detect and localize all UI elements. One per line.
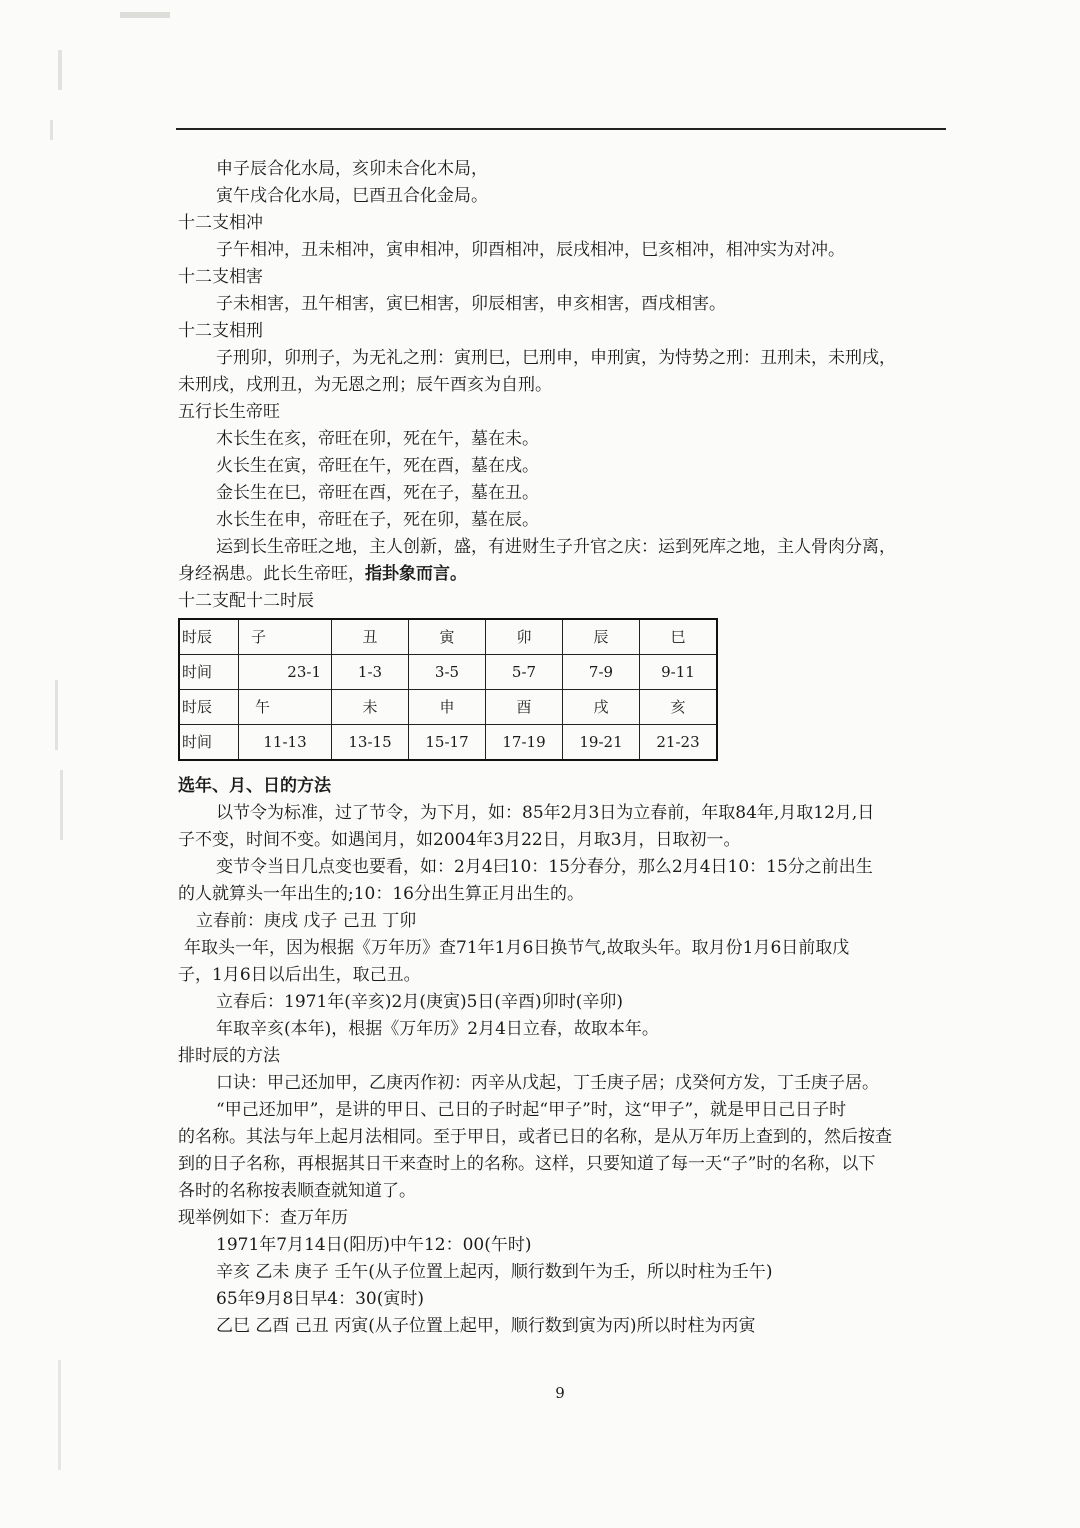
yun-text-2-bold: 指卦象而言。 <box>365 564 467 584</box>
example-2-result: 乙巳 乙酉 己丑 丙寅(从子位置上起甲，顺行数到寅为丙)所以时柱为丙寅 <box>216 1316 756 1336</box>
table-cell: 巳 <box>640 619 718 655</box>
table-row <box>179 690 717 725</box>
table-cell: 15-17 <box>409 725 486 761</box>
example-2-date: 65年9月8日早4：30(寅时) <box>216 1289 424 1309</box>
example-1-date: 1971年7月14日(阳历)中午12：00(午时) <box>216 1235 532 1255</box>
table-cell: 未 <box>332 690 409 725</box>
xing-title: 十二支相刑 <box>178 321 263 341</box>
shichen-p1-4: 各时的名称按表顺查就知道了。 <box>178 1181 416 1201</box>
header-rule <box>176 128 946 130</box>
changsheng-line-4: 水长生在申，帝旺在子，死在卯，墓在辰。 <box>216 510 539 530</box>
table-row <box>179 655 717 690</box>
method-p3-1: 年取头一年，因为根据《万年历》查71年1月6日换节气,故取头年。取月份1月6日前取戊 <box>184 938 850 958</box>
scan-smudge <box>55 680 58 750</box>
lichun-after: 立春后：1971年(辛亥)2月(庚寅)5日(辛酉)卯时(辛卯) <box>216 992 623 1012</box>
shichen-table <box>178 618 718 761</box>
method-title: 选年、月、日的方法 <box>178 776 331 796</box>
table-cell: 1-3 <box>332 655 409 690</box>
table-row-label: 时间 <box>179 655 239 690</box>
method-p1-2: 子不变，时间不变。如遇闰月，如2004年3月22日，月取3月，日取初一。 <box>178 830 741 850</box>
example-1-result: 辛亥 乙未 庚子 壬午(从子位置上起丙，顺行数到午为壬，所以时柱为壬午) <box>216 1262 773 1282</box>
method-p2-1: 变节令当日几点变也要看，如：2月4曰10：15分春分，那么2月4日10：15分之前出生 <box>216 857 873 877</box>
scan-smudge <box>120 12 170 18</box>
scan-smudge <box>58 50 62 90</box>
shichen-title: 十二支配十二时辰 <box>178 591 314 611</box>
changsheng-line-3: 金长生在巳，帝旺在酉，死在子，墓在丑。 <box>216 483 539 503</box>
table-row-label: 时间 <box>179 725 239 761</box>
hai-title: 十二支相害 <box>178 267 263 287</box>
xing-text-1: 子刑卯，卯刑子，为无礼之刑：寅刑巳，巳刑申，申刑寅，为恃势之刑：丑刑未，未刑戌， <box>216 348 896 368</box>
hai-text: 子未相害，丑午相害，寅巳相害，卯辰相害，申亥相害，酉戌相害。 <box>216 294 726 314</box>
table-cell: 申 <box>409 690 486 725</box>
table-cell: 11-13 <box>239 725 332 761</box>
table-cell: 酉 <box>486 690 563 725</box>
table-cell: 寅 <box>409 619 486 655</box>
table-cell: 17-19 <box>486 725 563 761</box>
changsheng-line-2: 火长生在寅，帝旺在午，死在酉，墓在戌。 <box>216 456 539 476</box>
yun-text-2-normal: 身经祸患。此长生帝旺， <box>178 564 365 584</box>
table-row <box>179 725 717 761</box>
changsheng-line-1: 木长生在亥，帝旺在卯，死在午，墓在未。 <box>216 429 539 449</box>
chong-title: 十二支相冲 <box>178 213 263 233</box>
table-cell: 亥 <box>640 690 718 725</box>
method-p4: 年取辛亥(本年)，根据《万年历》2月4日立春，故取本年。 <box>216 1019 659 1039</box>
method-p2-2: 的人就算头一年出生的;10：16分出生算正月出生的。 <box>178 884 584 904</box>
shichen-p1-1: “甲己还加甲”，是讲的甲日、己日的子时起“甲子”时，这“甲子”，就是甲日己日子时 <box>216 1100 847 1120</box>
page-number: 9 <box>555 1384 565 1402</box>
table-cell: 9-11 <box>640 655 718 690</box>
hehua-line-2: 寅午戌合化水局，巳酉丑合化金局。 <box>216 186 488 206</box>
table-cell: 子 <box>239 619 332 655</box>
method-p1-1: 以节令为标准，过了节令，为下月，如：85年2月3日为立春前，年取84年,月取12月,日 <box>216 803 875 823</box>
table-cell: 5-7 <box>486 655 563 690</box>
table-cell: 7-9 <box>563 655 640 690</box>
shichen-p1-2: 的名称。其法与年上起月法相同。至于甲日，或者已日的名称，是从万年历上查到的，然后按查 <box>178 1127 892 1147</box>
scan-smudge <box>58 1360 61 1470</box>
table-cell: 23-1 <box>239 655 332 690</box>
xing-text-2: 未刑戌，戌刑丑，为无恩之刑；辰午酉亥为自刑。 <box>178 375 552 395</box>
scan-smudge <box>60 770 63 840</box>
shichen-method-title: 排时辰的方法 <box>178 1046 280 1066</box>
lichun-before: 立春前：庚戌 戊子 己丑 丁卯 <box>196 911 417 931</box>
table-cell: 卯 <box>486 619 563 655</box>
table-cell: 戌 <box>563 690 640 725</box>
body-text <box>178 156 946 1340</box>
table-cell: 午 <box>239 690 332 725</box>
table-cell: 3-5 <box>409 655 486 690</box>
table-cell: 丑 <box>332 619 409 655</box>
shichen-table-wrap <box>178 618 946 761</box>
table-cell: 19-21 <box>563 725 640 761</box>
method-p3-2: 子，1月6日以后出生，取己丑。 <box>178 965 421 985</box>
koujue: 口诀：甲己还加甲，乙庚丙作初：丙辛从戊起，丁壬庚子居；戊癸何方发，丁壬庚子居。 <box>216 1073 879 1093</box>
table-row-label: 时辰 <box>179 619 239 655</box>
table-row-label: 时辰 <box>179 690 239 725</box>
changsheng-title: 五行长生帝旺 <box>178 402 280 422</box>
table-cell: 13-15 <box>332 725 409 761</box>
table-row <box>179 619 717 655</box>
scan-smudge <box>50 120 53 140</box>
table-cell: 21-23 <box>640 725 718 761</box>
chong-text: 子午相冲，丑未相冲，寅申相冲，卯酉相冲，辰戌相冲，巳亥相冲，相冲实为对冲。 <box>216 240 845 260</box>
hehua-line-1: 申子辰合化水局，亥卯未合化木局， <box>216 159 488 179</box>
shichen-p1-3: 到的日子名称，再根据其日干来查时上的名称。这样，只要知道了每一天“子”时的名称，以下 <box>178 1154 876 1174</box>
example-title: 现举例如下：查万年历 <box>178 1208 348 1228</box>
yun-text-1: 运到长生帝旺之地，主人创新，盛，有进财生子升官之庆：运到死库之地，主人骨肉分离， <box>216 537 896 557</box>
table-cell: 辰 <box>563 619 640 655</box>
yun-text-2 <box>178 561 946 588</box>
